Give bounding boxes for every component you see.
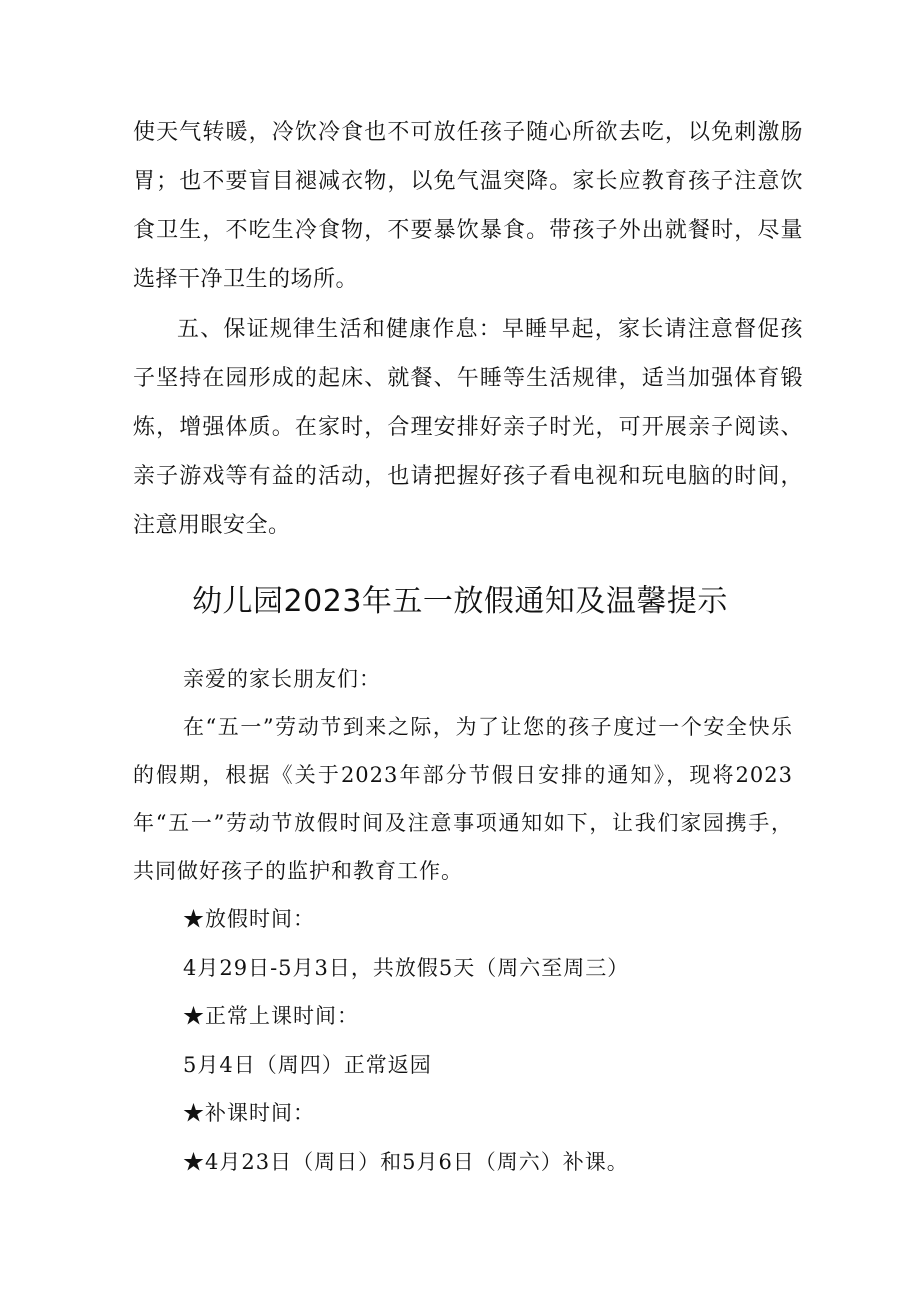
paragraph-item-five: 五、保证规律生活和健康作息：早睡早起，家长请注意督促孩子坚持在园形成的起床、就餐、午睡等生活规律，适当加强体育锻炼，增强体质。在家时，合理安排好亲子时光，可开展亲子阅读、亲子游戏等有益的活动，也请把握好孩子看电视和玩电脑的时间，注意用眼安全。 [133, 317, 803, 538]
class-heading: ★正常上课时间： [183, 1004, 359, 1028]
paragraph-continued: 使天气转暖，冷饮冷食也不可放任孩子随心所欲去吃，以免刺激肠胃；也不要盲目褪减衣物，以免气温突降。家长应教育孩子注意饮食卫生，不吃生冷食物，不要暴饮暴食。带孩子外出就餐时，尽量选择干净卫生的场所。 [133, 120, 803, 292]
holiday-detail: 4月29日-5月3日，共放假5天（周六至周三） [183, 956, 630, 980]
notice-greeting: 亲爱的家长朋友们： [183, 667, 381, 691]
makeup-detail: ★4月23日（周日）和5月6日（周六）补课。 [183, 1150, 629, 1174]
notice-intro: 在“五一”劳动节到来之际，为了让您的孩子度过一个安全快乐的假期，根据《关于2023年部分节假日安排的通知》，现将2023年“五一”劳动节放假时间及注意事项通知如下，让我们家园携手，共同做好孩子的监护和教育工作。 [133, 715, 793, 883]
class-detail: 5月4日（周四）正常返园 [183, 1053, 432, 1077]
makeup-heading: ★补课时间： [183, 1101, 315, 1125]
notice-title: 幼儿园2023年五一放假通知及温馨提示 [192, 584, 728, 619]
holiday-heading: ★放假时间： [183, 907, 315, 931]
